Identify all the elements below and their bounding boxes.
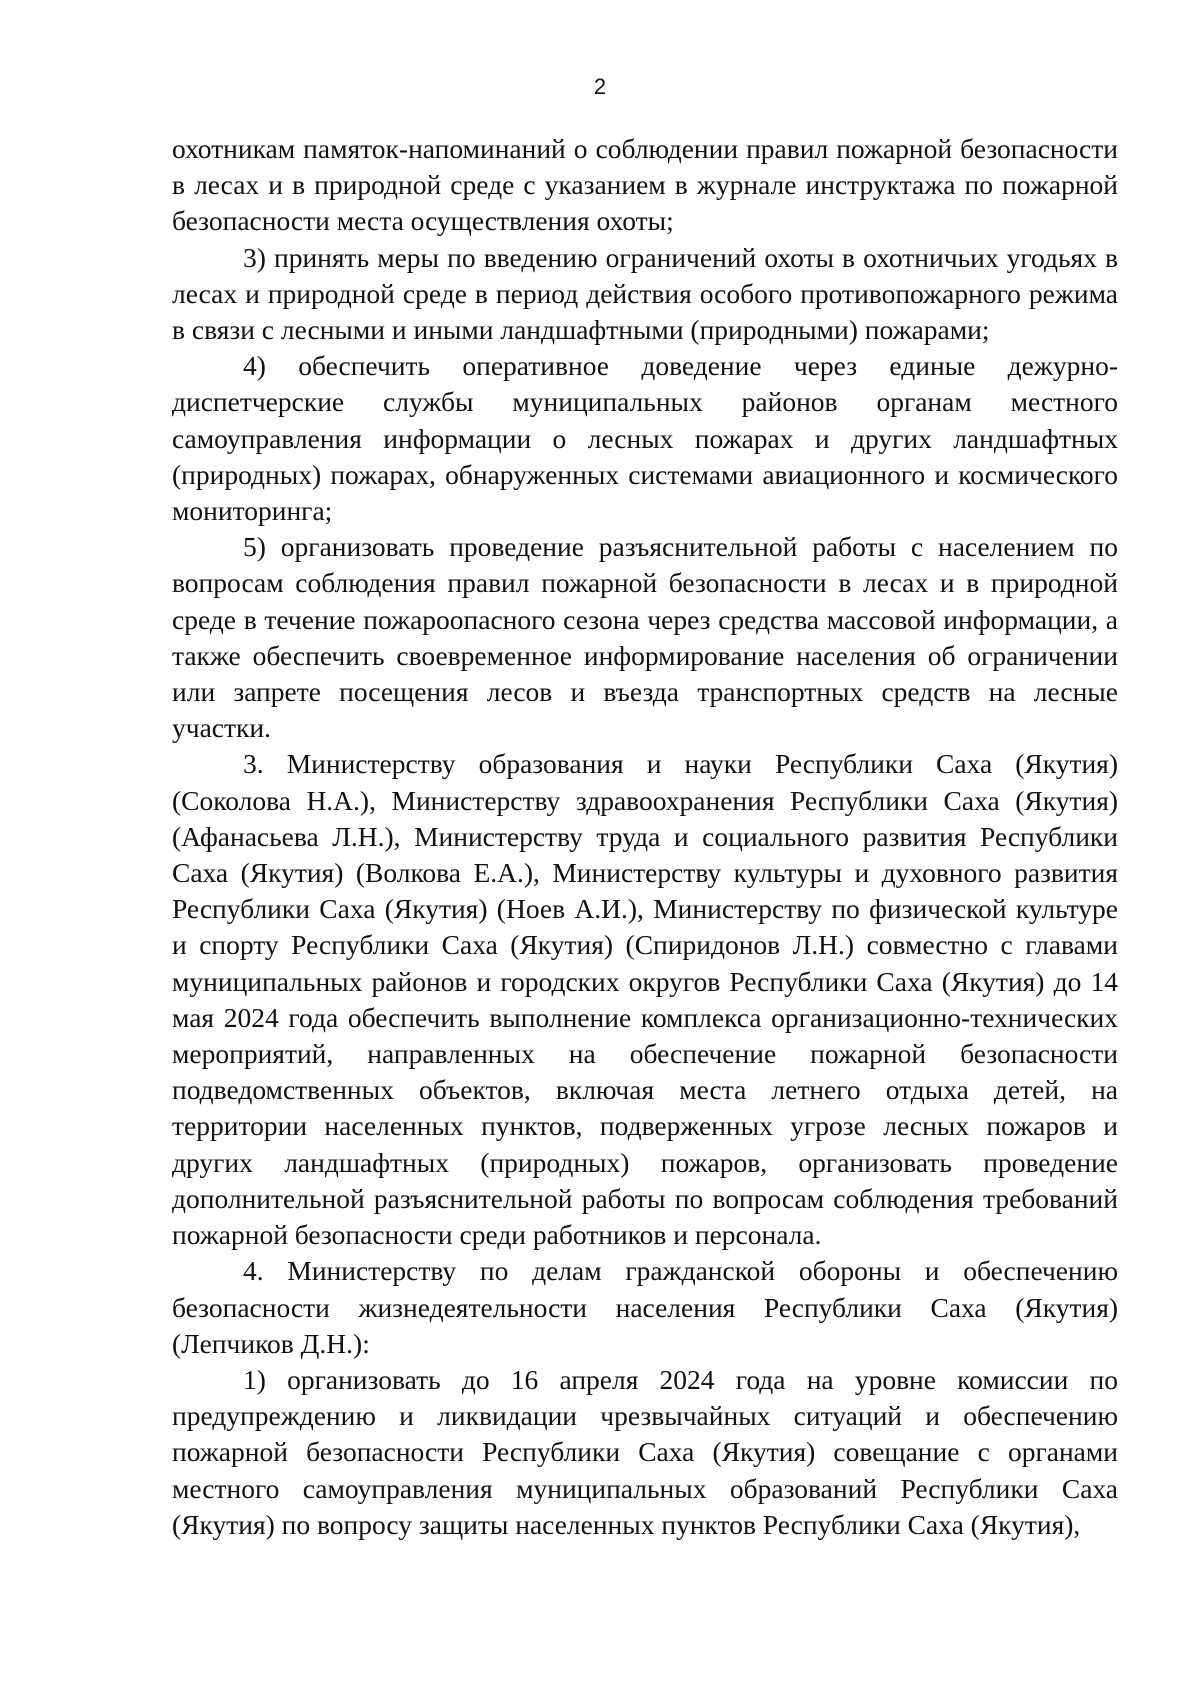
paragraph-continuation: охотникам памяток-напоминаний о соблюдении правил пожарной безопасности в лесах и в природной среде с указанием в журнале инструктажа по пожарной безопасности места осуществления охоты; <box>172 133 1118 237</box>
paragraph-section-4-item-1: 1) организовать до 16 апреля 2024 года на уровне комиссии по предупреждению и ликвидации чрезвычайных ситуаций и обеспечению пожарной безопасности Республики Саха (Якутия) совещание с органами местного самоуправления муниципальных образований Республики Саха (Якутия) по вопросу защиты населенных пунктов Республики Саха (Якутия), <box>172 1363 1118 1540</box>
document-body <box>172 131 1118 1543</box>
page-number: 2 <box>593 74 607 99</box>
paragraph-item-3: 3) принять меры по введению ограничений охоты в охотничьих угодьях в лесах и природной среде в период действия особого противопожарного режима в связи с лесными и иными ландшафтными (природными) пожарами; <box>172 241 1118 346</box>
paragraph-item-4: 4) обеспечить оперативное доведение через единые дежурно-диспетчерские службы муниципальных районов органам местного самоуправления информации о лесных пожарах и других ландшафтных (природных) пожарах, обнаруженных системами авиационного и космического мониторинга; <box>172 350 1118 527</box>
paragraph-item-5: 5) организовать проведение разъяснительной работы с населением по вопросам соблюдения правил пожарной безопасности в лесах и в природной среде в течение пожароопасного сезона через средства массовой информации, а также обеспечить своевременное информирование населения об ограничении или запрете посещения лесов и въезда транспортных средств на лесные участки. <box>172 531 1118 744</box>
paragraph-section-3: 3. Министерству образования и науки Республики Саха (Якутия) (Соколова Н.А.), Министерству здравоохранения Республики Саха (Якутия) (Афанасьева Л.Н.), Министерству труда и социального развития Республики Саха (Якутия) (Волкова Е.А.), Министерству культуры и духовного развития Республики Саха (Якутия) (Ноев А.И.), Министерству по физической культуре и спорту Республики Саха (Якутия) (Спиридонов Л.Н.) совместно с главами муниципальных районов и городских округов Республики Саха (Якутия) до 14 мая 2024 года обеспечить выполнение комплекса организационно-технических мероприятий, направленных на обеспечение пожарной безопасности подведомственных объектов, включая места летнего отдыха детей, на территории населенных пунктов, подверженных угрозе лесных пожаров и других ландшафтных (природных) пожаров, организовать проведение дополнительной разъяснительной работы по вопросам соблюдения требований пожарной безопасности среди работников и персонала. <box>172 748 1118 1251</box>
paragraph-section-4: 4. Министерству по делам гражданской обороны и обеспечению безопасности жизнедеятельности населения Республики Саха (Якутия) (Лепчиков Д.Н.): <box>172 1255 1118 1359</box>
